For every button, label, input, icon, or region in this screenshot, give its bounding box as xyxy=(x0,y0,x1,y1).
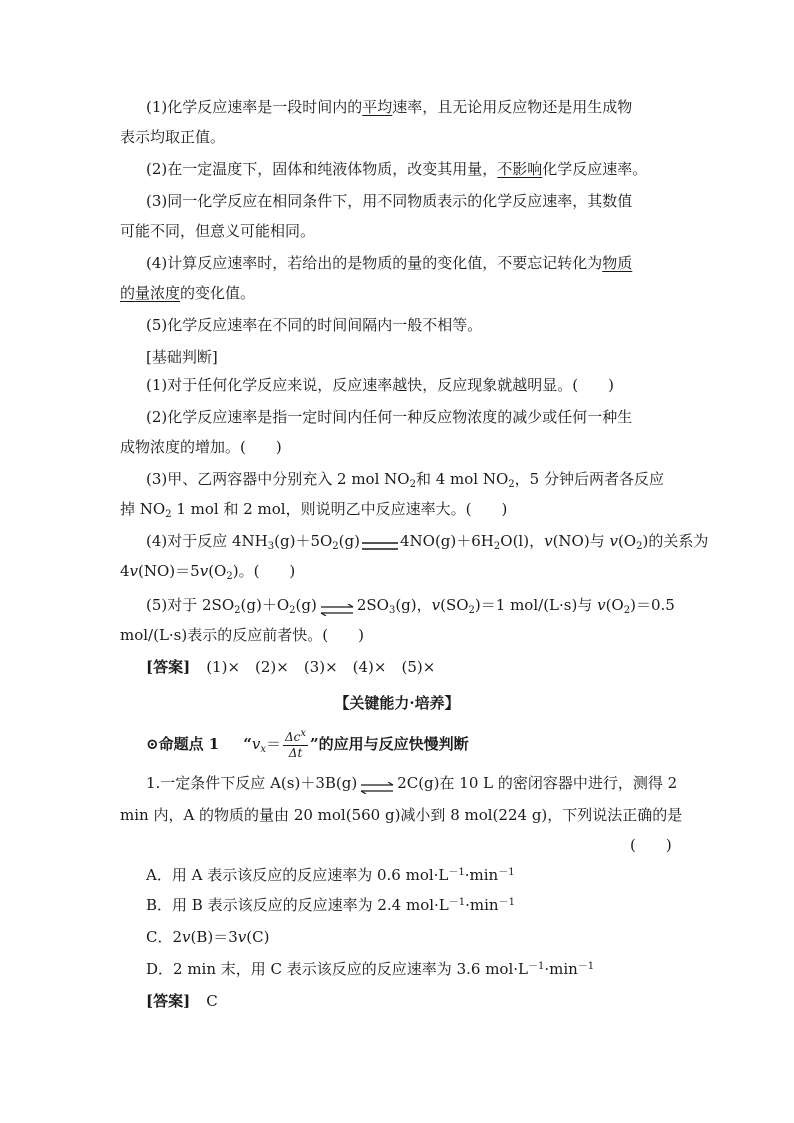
note-3-line1: (3)同一化学反应在相同条件下，用不同物质表示的化学反应速率，其数值 xyxy=(146,192,633,210)
problem-answer-paren: ( ) xyxy=(630,836,672,854)
answer-text: C xyxy=(206,992,218,1010)
judge-q3-line2: 掉 $NO_2$ 1 mol 和 2 mol，则说明乙中反应速率大。( ) xyxy=(120,500,508,520)
note-5: (5)化学反应速率在不同的时间间隔内一般不相等。 xyxy=(146,316,483,334)
option-c: C．2v(B)＝3v(C) xyxy=(146,928,270,946)
reversible-arrow-icon xyxy=(317,600,357,612)
judge-heading: [基础判断] xyxy=(146,348,218,366)
answer-label: [答案] xyxy=(146,658,191,676)
problem-line1: 1.一定条件下反应 A(s)＋3B(g) 2C(g)在 10 L 的密闭容器中进行，测得 2 xyxy=(146,774,678,792)
topic-label: ⊙命题点 1 xyxy=(146,735,220,753)
answer-text: (1)× (2)× (3)× (4)× (5)× xyxy=(206,658,436,676)
note-4-line1: (4)计算反应速率时，若给出的是物质的量的变化值，不要忘记转化为物质 xyxy=(146,254,633,272)
rate-fraction: $\frac{\Delta c^x}{\Delta t}$ xyxy=(285,727,307,760)
option-a: A．用 A 表示该反应的反应速率为 0.6 $mol\cdot L^{-1}\cdot\min^{-1}$ xyxy=(146,866,515,884)
equals-sign-icon xyxy=(360,536,400,548)
answer-label: [答案] xyxy=(146,992,191,1010)
note-1-line1: (1)化学反应速率是一段时间内的平均速率，且无论用反应物还是用生成物 xyxy=(146,98,633,116)
note-2: (2)在一定温度下，固体和纯液体物质，改变其用量，不影响化学反应速率。 xyxy=(146,160,648,178)
underlined-term: 平均 xyxy=(362,98,393,116)
judge-q5-line1: (5)对于 $2SO_2(g)+O_2(g)$ $2SO_3(g)$，$v(SO_2)=1$ mol/(L·s)与 $v(O_2)=0.5$ xyxy=(146,596,675,616)
judge-answer xyxy=(146,656,435,678)
underlined-term: 的量浓度 xyxy=(120,284,181,302)
judge-q1: (1)对于任何化学反应来说，反应速率越快，反应现象就越明显。( ) xyxy=(146,376,614,394)
judge-q5-line2: mol/(L·s)表示的反应前者快。( ) xyxy=(120,626,364,644)
judge-q4-line1: (4)对于反应 $4NH_3(g)+5O_2(g)$ $4NO(g)+6H_2O(l)$，v(NO)与 $v(O_2)$的关系为 xyxy=(146,532,709,552)
judge-q3-line1: (3)甲、乙两容器中分别充入 2 mol $NO_2$和 4 mol $NO_2$，5 分钟后两者各反应 xyxy=(146,470,664,490)
reversible-arrow-icon xyxy=(357,778,397,790)
underlined-term: 物质 xyxy=(602,254,633,272)
note-1-line2: 表示均取正值。 xyxy=(120,128,226,146)
topic-heading: ⊙命题点 1 “$v_x=$ $\frac{\Delta c^x}{\Delta t}$ ”的应用与反应快慢判断 xyxy=(146,727,469,760)
judge-q2-line1: (2)化学反应速率是指一定时间内任何一种反应物浓度的减少或任何一种生 xyxy=(146,408,633,426)
problem-answer xyxy=(146,990,218,1012)
judge-q4-line2: $4v(NO)=5v(O_2)$。( ) xyxy=(120,562,296,582)
option-d: D．2 min 末，用 C 表示该反应的反应速率为 3.6 $mol\cdot L^{-1}\cdot\min^{-1}$ xyxy=(146,960,595,978)
judge-q2-line2: 成物浓度的增加。( ) xyxy=(120,438,282,456)
option-b: B．用 B 表示该反应的反应速率为 2.4 $mol\cdot L^{-1}\cdot\min^{-1}$ xyxy=(146,896,515,914)
note-4-line2: 的量浓度的变化值。 xyxy=(120,284,256,302)
note-3-line2: 可能不同，但意义可能相同。 xyxy=(120,222,316,240)
section-title: 【关键能力·培养】 xyxy=(334,694,460,712)
underlined-term: 不影响 xyxy=(497,160,543,178)
problem-line2: min 内，A 的物质的量由 20 mol(560 g)减小到 8 mol(224 g)，下列说法正确的是 xyxy=(120,806,683,824)
